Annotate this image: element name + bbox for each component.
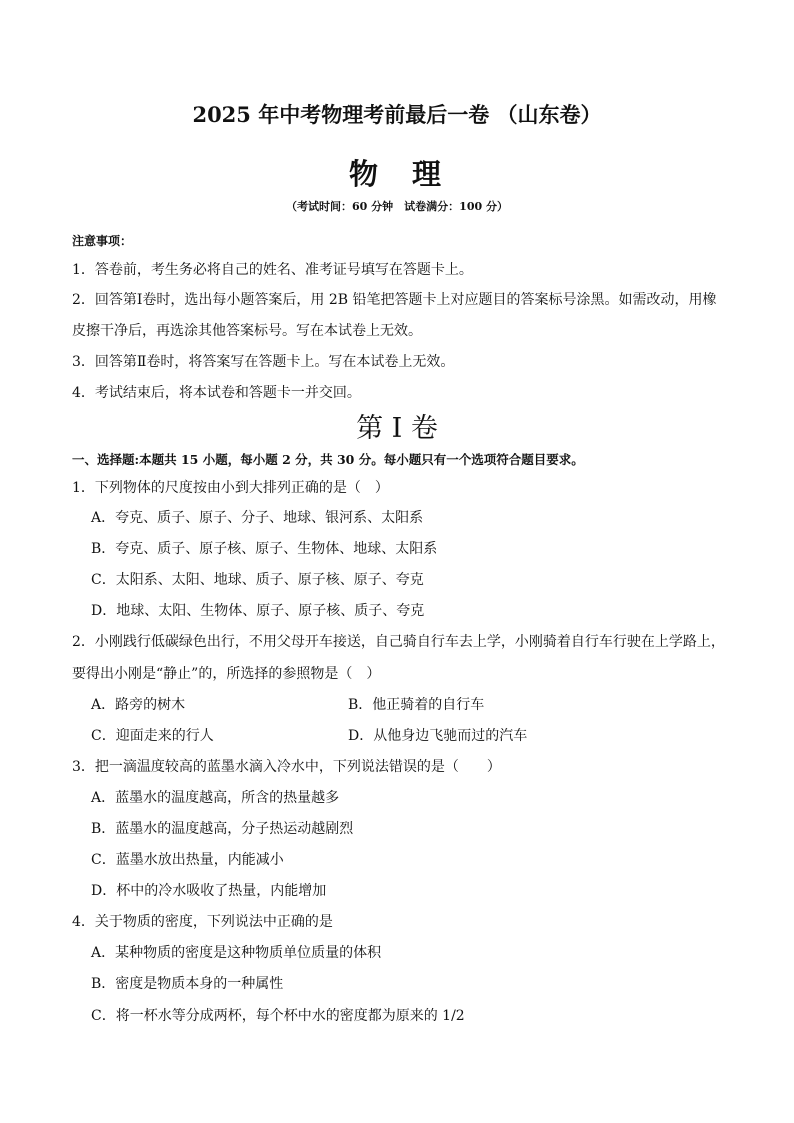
question-3-option-d: D．杯中的冷水吸收了热量，内能增加 (91, 883, 327, 899)
question-3-option-a: A．蓝墨水的温度越高，所含的热量越多 (91, 790, 340, 806)
notes-heading: 注意事项： (72, 234, 133, 248)
question-4-stem: 4．关于物质的密度，下列说法中正确的是 (72, 914, 333, 930)
question-2-stem: 2．小刚践行低碳绿色出行，不用父母开车接送，自己骑自行车去上学，小刚骑着自行车行驶在上学路上， (72, 634, 725, 650)
note-item-4: 4．考试结束后，将本试卷和答题卡一并交回。 (72, 385, 361, 401)
question-1-stem: 1．下列物体的尺度按由小到大排列正确的是（ ） (72, 480, 389, 496)
question-2-option-d: D．从他身边飞驰而过的汽车 (348, 728, 528, 744)
note-item-1: 1．答卷前，考生务必将自己的姓名、准考证号填写在答题卡上。 (72, 262, 473, 278)
subject-title (0, 154, 794, 194)
question-1-option-d: D．地球、太阳、生物体、原子、原子核、质子、夸克 (91, 603, 425, 619)
note-item-2: 2．回答第Ⅰ卷时，选出每小题答案后，用 2B 铅笔把答题卡上对应题目的答案标号涂黑。如需改动，用橡 (72, 292, 717, 308)
question-2-option-b: B．他正骑着的自行车 (348, 697, 485, 713)
volume-title: 第 I 卷 (356, 413, 438, 444)
question-3-option-b: B．蓝墨水的温度越高，分子热运动越剧烈 (91, 821, 354, 837)
note-item-2-cont: 皮擦干净后，再选涂其他答案标号。写在本试卷上无效。 (72, 323, 422, 339)
question-2-option-a: A．路旁的树木 (91, 697, 186, 713)
question-1-option-c: C．太阳系、太阳、地球、质子、原子核、原子、夸克 (91, 572, 424, 588)
question-1-option-b: B．夸克、质子、原子核、原子、生物体、地球、太阳系 (91, 541, 438, 557)
question-4-option-b: B．密度是物质本身的一种属性 (91, 976, 284, 992)
question-3-stem: 3．把一滴温度较高的蓝墨水滴入冷水中，下列说法错误的是（ ） (72, 759, 501, 775)
note-item-3: 3．回答第Ⅱ卷时，将答案写在答题卡上。写在本试卷上无效。 (72, 354, 455, 370)
exam-title: 2025 年中考物理考前最后一卷 （山东卷） (192, 102, 602, 127)
question-1-option-a: A．夸克、质子、原子、分子、地球、银河系、太阳系 (91, 510, 424, 526)
question-4-option-a: A．某种物质的密度是这种物质单位质量的体积 (91, 945, 382, 961)
question-2-stem-cont: 要得出小刚是“静止”的，所选择的参照物是（ ） (72, 666, 381, 682)
exam-time-info: （考试时间：60 分钟 试卷满分：100 分） (286, 200, 508, 213)
subject-char-1: 物 (348, 157, 382, 191)
subject-char-2: 理 (412, 157, 446, 191)
section-title: 一、选择题:本题共 15 小题，每小题 2 分，共 30 分。每小题只有一个选项符合题目要求。 (72, 452, 584, 467)
question-3-option-c: C．蓝墨水放出热量，内能减小 (91, 852, 284, 868)
question-4-option-c: C．将一杯水等分成两杯，每个杯中水的密度都为原来的 1/2 (91, 1008, 465, 1024)
question-2-option-c: C．迎面走来的行人 (91, 728, 214, 744)
